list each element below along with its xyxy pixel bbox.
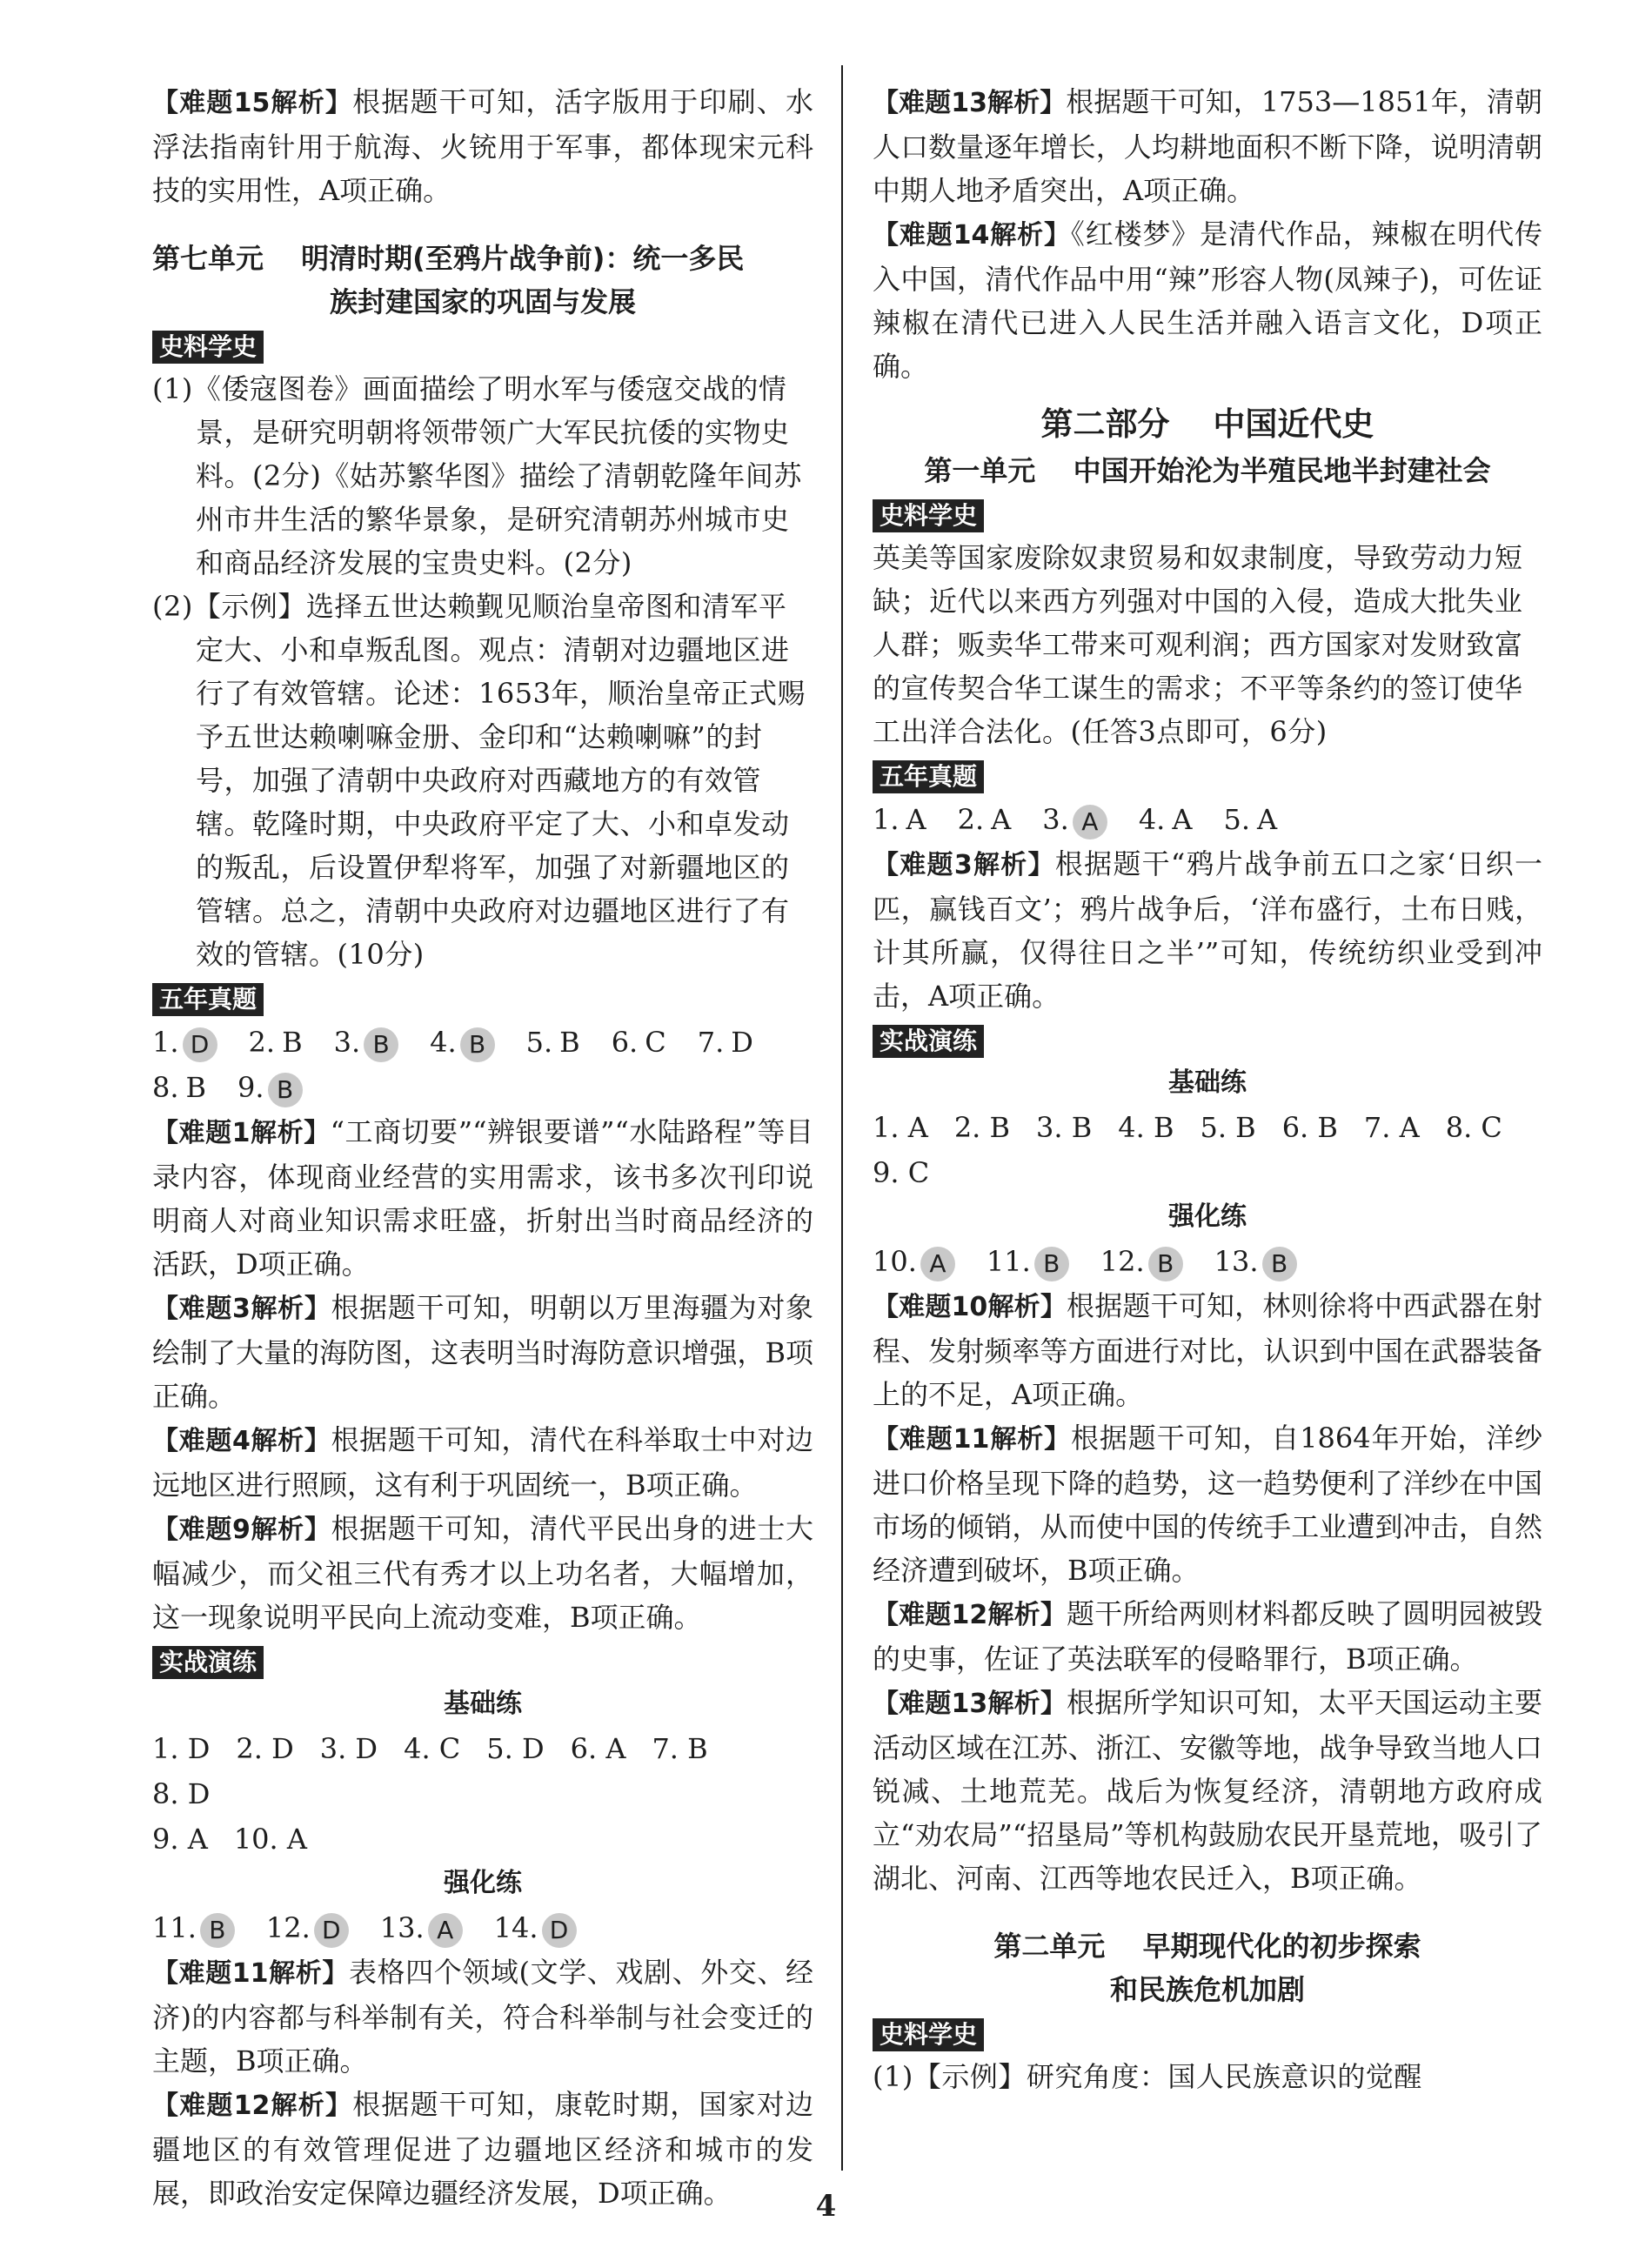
answer-item xyxy=(526,1020,580,1065)
answer-number: 14. xyxy=(493,1911,538,1944)
unit1-title: 第一单元 中国开始沦为半殖民地半封建社会 xyxy=(924,454,1491,487)
answer-item: 10. A xyxy=(233,1823,307,1856)
answer-item xyxy=(612,1020,666,1065)
answer-item xyxy=(430,1020,495,1065)
answer-number: 3. xyxy=(333,1026,361,1059)
answer-letter: B xyxy=(1148,1247,1183,1281)
answer-item: 4. B xyxy=(1118,1111,1174,1144)
analysis-q15: 【难题15解析】根据题干可知，活字版用于印刷、水浮法指南针用于航海、火铳用于军事，都体现宋元科技的实用性，A项正确。 xyxy=(152,85,813,207)
answer-number: 13. xyxy=(379,1911,425,1944)
answer-letter: A xyxy=(428,1913,463,1948)
analysis-q1: 【难题1解析】“工商切要”“辨银要谱”“水陆路程”等目录内容，体现商业经营的实用需求，该书多次刊印说明商人对商业知识需求旺盛，折射出当时商品经济的活跃，D项正确。 xyxy=(152,1115,813,1281)
answer-number: 11. xyxy=(152,1911,197,1944)
jichu-answers-right-row1 xyxy=(873,1105,1542,1150)
answer-letter: B xyxy=(460,1027,495,1062)
answer-letter: D xyxy=(731,1026,753,1059)
analysis-q12: 【难题12解析】根据题干可知，康乾时期，国家对边疆地区的有效管理促进了边疆地区经济和城市的发展，即政治安定保障边疆经济发展，D项正确。 xyxy=(152,2088,813,2210)
analysis-q11: 【难题11解析】表格四个领域(文学、戏剧、外交、经济)的内容都与科举制有关，符合科举制与社会变迁的主题，B项正确。 xyxy=(152,1956,813,2077)
wunian-answers-left xyxy=(152,1020,813,1110)
section-tag-wunian-right: 五年真题 xyxy=(873,760,984,793)
jichu-answers-left-row1 xyxy=(152,1726,813,1816)
answer-item xyxy=(152,1065,206,1110)
analysis-q3: 【难题3解析】根据题干可知，明朝以万里海疆为对象绘制了大量的海防图，这表明当时海防意识增强，B项正确。 xyxy=(152,1291,813,1413)
answer-item xyxy=(1214,1239,1297,1284)
qianghua-answers-right xyxy=(873,1239,1542,1284)
subheading-jichu: 基础练 xyxy=(444,1689,522,1719)
answer-item xyxy=(152,1020,217,1065)
left-column xyxy=(152,80,813,2215)
answer-letter: D xyxy=(542,1913,577,1948)
answer-item: 6. B xyxy=(1281,1111,1338,1144)
unit2-title-line1: 第二单元 早期现代化的初步探索 xyxy=(993,1930,1421,1963)
last-line-right: (1)【示例】研究角度：国人民族意识的觉醒 xyxy=(873,2060,1422,2093)
answer-number: 4. xyxy=(430,1026,457,1059)
jichu-answers-left-row2 xyxy=(152,1816,813,1862)
answer-item: 6. A xyxy=(570,1732,626,1765)
answer-letter: A xyxy=(1073,805,1107,840)
answer-letter: A xyxy=(1256,803,1278,836)
analysis-q10-right: 【难题10解析】根据题干可知，林则徐将中西武器在射程、发射频率等方面进行对比，认识到中国在武器装备上的不足，A项正确。 xyxy=(873,1289,1542,1411)
answer-item: 5. B xyxy=(1200,1111,1256,1144)
answer-item: 4. C xyxy=(404,1732,461,1765)
answer-item: 7. B xyxy=(652,1732,708,1765)
subheading-jichu-right: 基础练 xyxy=(1168,1067,1247,1098)
answer-letter: A xyxy=(906,803,926,836)
answer-item xyxy=(1100,1239,1183,1284)
qianghua-answers-left xyxy=(152,1905,813,1950)
jichu-answers-right-row2 xyxy=(873,1150,1542,1195)
answer-item: 3. B xyxy=(1036,1111,1093,1144)
answer-item xyxy=(1042,797,1107,842)
answer-letter: B xyxy=(1034,1247,1069,1281)
unit2-title-line2: 和民族危机加剧 xyxy=(1109,1973,1305,2006)
answer-item xyxy=(334,1020,399,1065)
right-column xyxy=(873,80,1542,2098)
answer-number: 7. xyxy=(697,1026,725,1059)
answer-item: 9. C xyxy=(873,1156,930,1189)
answer-item: 2. D xyxy=(236,1732,294,1765)
answer-item xyxy=(249,1020,303,1065)
answer-letter: B xyxy=(185,1071,207,1104)
section-tag-shizhan-right: 实战演练 xyxy=(873,1025,984,1058)
section-tag-shiliao: 史料学史 xyxy=(152,331,264,364)
answer-item: 1. D xyxy=(152,1732,211,1765)
answer-number: 10. xyxy=(873,1245,917,1278)
answer-letter: B xyxy=(268,1073,303,1107)
answer-letter: C xyxy=(645,1026,666,1059)
answer-number: 2. xyxy=(248,1026,276,1059)
answer-number: 12. xyxy=(265,1911,311,1944)
answer-number: 3. xyxy=(1042,803,1069,836)
answer-item xyxy=(873,797,926,842)
answer-item xyxy=(380,1905,463,1950)
answer-letter: A xyxy=(1172,803,1193,836)
answer-item xyxy=(266,1905,349,1950)
answer-item xyxy=(958,797,1012,842)
answer-number: 5. xyxy=(525,1026,553,1059)
subheading-qianghua-right: 强化练 xyxy=(1168,1201,1247,1232)
answer-item xyxy=(987,1239,1069,1284)
answer-number: 1. xyxy=(873,803,900,836)
answer-letter: D xyxy=(314,1913,349,1948)
unit7-title-line1: 第七单元 明清时期(至鸦片战争前)：统一多民 xyxy=(152,242,745,275)
answer-item: 8. C xyxy=(1445,1111,1502,1144)
answer-number: 5. xyxy=(1223,803,1250,836)
answer-letter: D xyxy=(183,1027,217,1062)
answer-number: 9. xyxy=(237,1071,264,1104)
answer-letter: B xyxy=(559,1026,580,1059)
section-tag-shizhan: 实战演练 xyxy=(152,1646,264,1679)
answer-item xyxy=(698,1020,753,1065)
answer-letter: A xyxy=(991,803,1012,836)
unit7-title-line2: 族封建国家的巩固与发展 xyxy=(329,285,636,318)
shiliao-text-right: 英美等国家废除奴隶贸易和奴隶制度，导致劳动力短缺；近代以来西方列强对中国的入侵，造成大批失业人群；贩卖华工带来可观利润；西方国家对发财致富的宣传契合华工谋生的需求；不平等条约的签订使华工出洋合法化。(任答3点即可，6分) xyxy=(873,541,1523,748)
answer-number: 13. xyxy=(1214,1245,1259,1278)
part2-title: 第二部分 中国近代史 xyxy=(1040,405,1374,443)
section-tag-shiliao-right: 史料学史 xyxy=(873,499,984,532)
analysis-q4: 【难题4解析】根据题干可知，清代在科举取士中对边远地区进行照顾，这有利于巩固统一，B项正确。 xyxy=(152,1423,813,1502)
answer-item: 9. A xyxy=(152,1823,208,1856)
shiliao-item-2: (2)【示例】选择五世达赖觐见顺治皇帝图和清军平定大、小和卓叛乱图。观点：清朝对边疆地区进行了有效管辖。论述：1653年，顺治皇帝正式赐予五世达赖喇嘛金册、金印和“达赖喇嘛”的封号，加强了清朝中央政府对西藏地方的有效管辖。乾隆时期，中央政府平定了大、小和卓发动的叛乱，后设置伊犁将军，加强了对新疆地区的管辖。总之，清朝中央政府对边疆地区进行了有效的管辖。(10分) xyxy=(152,590,806,971)
shiliao-item-1: (1)《倭寇图卷》画面描绘了明水军与倭寇交战的情景，是研究明朝将领带领广大军民抗倭的实物史料。(2分)《姑苏繁华图》描绘了清朝乾隆年间苏州市井生活的繁华景象，是研究清朝苏州城市史和商品经济发展的宝贵史料。(2分) xyxy=(152,372,802,579)
answer-number: 8. xyxy=(152,1071,179,1104)
answer-letter: B xyxy=(200,1913,235,1948)
section-tag-shiliao2-right: 史料学史 xyxy=(873,2018,984,2051)
answer-item: 2. B xyxy=(953,1111,1011,1144)
answer-number: 11. xyxy=(986,1245,1031,1278)
analysis-q13-right: 【难题13解析】根据所学知识可知，太平天国运动主要活动区域在江苏、浙江、安徽等地，战争导致当地人口锐减、土地荒芜。战后为恢复经济，清朝地方政府成立“劝农局”“招垦局”等机构鼓励农民开垦荒地，吸引了湖北、河南、江西等地农民迁入，B项正确。 xyxy=(873,1686,1542,1895)
subheading-qianghua: 强化练 xyxy=(444,1868,522,1898)
answer-letter: B xyxy=(364,1027,398,1062)
answer-item xyxy=(494,1905,577,1950)
answer-item: 5. D xyxy=(486,1732,545,1765)
answer-item: 1. A xyxy=(873,1111,928,1144)
analysis-q13-top: 【难题13解析】根据题干可知，1753—1851年，清朝人口数量逐年增长，人均耕地面积不断下降，说明清朝中期人地矛盾突出，A项正确。 xyxy=(873,85,1542,207)
answer-number: 12. xyxy=(1100,1245,1145,1278)
answer-item xyxy=(1223,797,1277,842)
answer-item xyxy=(152,1905,235,1950)
page-number: 4 xyxy=(815,2189,837,2224)
answer-number: 2. xyxy=(957,803,985,836)
answer-number: 4. xyxy=(1138,803,1166,836)
answer-item xyxy=(237,1065,303,1110)
answer-item xyxy=(873,1239,955,1284)
analysis-q12-right: 【难题12解析】题干所给两则材料都反映了圆明园被毁的史事，佐证了英法联军的侵略罪行，B项正确。 xyxy=(873,1597,1542,1676)
answer-number: 1. xyxy=(152,1026,179,1059)
answer-item: 3. D xyxy=(319,1732,378,1765)
column-divider xyxy=(841,65,843,2171)
section-tag-wunian: 五年真题 xyxy=(152,983,264,1016)
answer-number: 6. xyxy=(611,1026,639,1059)
answer-item: 8. D xyxy=(152,1777,211,1810)
answer-letter: B xyxy=(282,1026,303,1059)
analysis-q3-right: 【难题3解析】根据题干“鸦片战争前五口之家‘日织一匹，赢钱百文’；鸦片战争后，‘洋布盛行，土布日贱，计其所赢，仅得往日之半’”可知，传统纺织业受到冲击，A项正确。 xyxy=(873,847,1542,1013)
analysis-q11-right: 【难题11解析】根据题干可知，自1864年开始，洋纱进口价格呈现下降的趋势，这一趋势便利了洋纱在中国市场的倾销，从而使中国的传统手工业遭到冲击，自然经济遭到破坏，B项正确。 xyxy=(873,1422,1542,1587)
answer-item: 7. A xyxy=(1363,1111,1420,1144)
analysis-q14: 【难题14解析】《红楼梦》是清代作品，辣椒在明代传入中国，清代作品中用“辣”形容人物(凤辣子)，可佐证辣椒在清代已进入人民生活并融入语言文化，D项正确。 xyxy=(873,217,1542,383)
answer-item xyxy=(1139,797,1193,842)
analysis-q9: 【难题9解析】根据题干可知，清代平民出身的进士大幅减少，而父祖三代有秀才以上功名者，大幅增加，这一现象说明平民向上流动变难，B项正确。 xyxy=(152,1512,813,1634)
answer-letter: A xyxy=(920,1247,955,1281)
wunian-answers-right xyxy=(873,797,1542,842)
answer-letter: B xyxy=(1262,1247,1297,1281)
